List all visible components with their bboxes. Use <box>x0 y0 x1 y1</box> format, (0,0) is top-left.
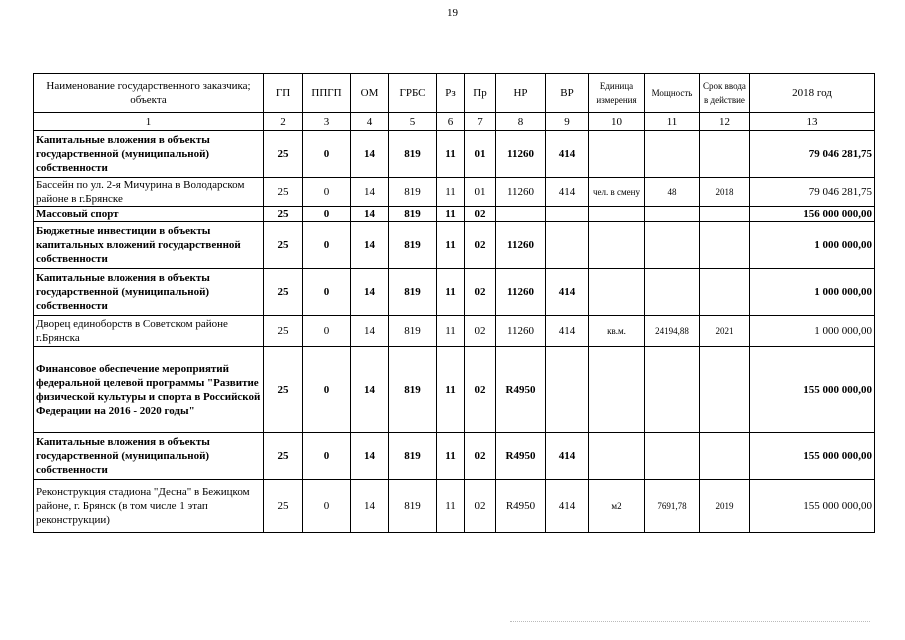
row-sum: 1 000 000,00 <box>750 269 875 316</box>
row-gp: 25 <box>264 480 303 533</box>
column-number: 6 <box>437 113 465 131</box>
row-rz: 11 <box>437 316 465 347</box>
row-nr: R4950 <box>496 433 546 480</box>
column-number: 10 <box>589 113 645 131</box>
row-term <box>700 433 750 480</box>
row-ppgp: 0 <box>303 131 351 178</box>
row-vr: 414 <box>546 433 589 480</box>
header-ppgp: ППГП <box>303 74 351 113</box>
row-capacity: 24194,88 <box>645 316 700 347</box>
column-number: 1 <box>34 113 264 131</box>
row-grbs: 819 <box>389 269 437 316</box>
table-row <box>34 178 875 207</box>
row-unit <box>589 433 645 480</box>
row-sum: 155 000 000,00 <box>750 347 875 433</box>
table-row <box>34 131 875 178</box>
row-rz: 11 <box>437 222 465 269</box>
table-row <box>34 222 875 269</box>
column-number: 13 <box>750 113 875 131</box>
row-nr: 11260 <box>496 222 546 269</box>
row-unit: чел. в смену <box>589 178 645 207</box>
row-om: 14 <box>351 178 389 207</box>
row-grbs: 819 <box>389 207 437 222</box>
row-sum: 155 000 000,00 <box>750 480 875 533</box>
column-number: 12 <box>700 113 750 131</box>
row-name: Массовый спорт <box>34 207 264 222</box>
row-name: Дворец единоборств в Советском районе г.Брянска <box>34 316 264 347</box>
row-ppgp: 0 <box>303 480 351 533</box>
row-capacity <box>645 222 700 269</box>
column-number: 9 <box>546 113 589 131</box>
column-number: 8 <box>496 113 546 131</box>
column-number: 11 <box>645 113 700 131</box>
budget-table <box>33 73 875 533</box>
header-term: Срок ввода в действие <box>700 74 750 113</box>
table-row <box>34 347 875 433</box>
row-name: Реконструкция стадиона "Десна" в Бежицком районе, г. Брянск (в том числе 1 этап реконструкции) <box>34 480 264 533</box>
column-number: 5 <box>389 113 437 131</box>
row-om: 14 <box>351 269 389 316</box>
header-grbs: ГРБС <box>389 74 437 113</box>
header-pr: Пр <box>465 74 496 113</box>
row-ppgp: 0 <box>303 207 351 222</box>
row-sum: 1 000 000,00 <box>750 316 875 347</box>
row-grbs: 819 <box>389 222 437 269</box>
column-number: 3 <box>303 113 351 131</box>
column-number: 2 <box>264 113 303 131</box>
row-om: 14 <box>351 480 389 533</box>
row-om: 14 <box>351 207 389 222</box>
row-pr: 02 <box>465 480 496 533</box>
row-vr <box>546 207 589 222</box>
column-number: 4 <box>351 113 389 131</box>
row-name: Капитальные вложения в объекты государственной (муниципальной) собственности <box>34 131 264 178</box>
row-capacity: 48 <box>645 178 700 207</box>
row-grbs: 819 <box>389 131 437 178</box>
row-name: Бассейн по ул. 2-я Мичурина в Володарском районе в г.Брянске <box>34 178 264 207</box>
row-rz: 11 <box>437 347 465 433</box>
row-rz: 11 <box>437 269 465 316</box>
row-term <box>700 347 750 433</box>
row-vr <box>546 347 589 433</box>
row-capacity: 7691,78 <box>645 480 700 533</box>
row-rz: 11 <box>437 131 465 178</box>
header-row <box>34 74 875 113</box>
row-nr: 11260 <box>496 316 546 347</box>
row-term: 2018 <box>700 178 750 207</box>
row-vr: 414 <box>546 269 589 316</box>
row-term: 2019 <box>700 480 750 533</box>
scan-artifact <box>510 621 870 622</box>
row-pr: 02 <box>465 347 496 433</box>
row-ppgp: 0 <box>303 222 351 269</box>
row-unit <box>589 131 645 178</box>
row-term <box>700 207 750 222</box>
row-pr: 02 <box>465 433 496 480</box>
row-nr: 11260 <box>496 131 546 178</box>
row-vr: 414 <box>546 131 589 178</box>
row-ppgp: 0 <box>303 347 351 433</box>
row-capacity <box>645 347 700 433</box>
row-nr: 11260 <box>496 269 546 316</box>
row-gp: 25 <box>264 131 303 178</box>
row-capacity <box>645 207 700 222</box>
row-pr: 02 <box>465 316 496 347</box>
header-vr: ВР <box>546 74 589 113</box>
row-capacity <box>645 269 700 316</box>
row-vr <box>546 222 589 269</box>
header-nr: НР <box>496 74 546 113</box>
row-ppgp: 0 <box>303 316 351 347</box>
row-om: 14 <box>351 131 389 178</box>
row-name: Финансовое обеспечение мероприятий федеральной целевой программы "Развитие физической культуры и спорта в Российской Федерации на 2016 - 2020 годы" <box>34 347 264 433</box>
row-rz: 11 <box>437 480 465 533</box>
row-sum: 79 046 281,75 <box>750 131 875 178</box>
row-capacity <box>645 433 700 480</box>
row-vr: 414 <box>546 480 589 533</box>
column-number: 7 <box>465 113 496 131</box>
row-name: Капитальные вложения в объекты государственной (муниципальной) собственности <box>34 433 264 480</box>
row-ppgp: 0 <box>303 433 351 480</box>
table-row <box>34 207 875 222</box>
row-term <box>700 222 750 269</box>
row-sum: 1 000 000,00 <box>750 222 875 269</box>
row-name: Капитальные вложения в объекты государственной (муниципальной) собственности <box>34 269 264 316</box>
table-row <box>34 480 875 533</box>
row-om: 14 <box>351 222 389 269</box>
header-year: 2018 год <box>750 74 875 113</box>
row-gp: 25 <box>264 178 303 207</box>
row-grbs: 819 <box>389 480 437 533</box>
row-pr: 01 <box>465 178 496 207</box>
row-unit <box>589 222 645 269</box>
row-unit <box>589 269 645 316</box>
header-gp: ГП <box>264 74 303 113</box>
row-term <box>700 269 750 316</box>
header-om: ОМ <box>351 74 389 113</box>
row-ppgp: 0 <box>303 178 351 207</box>
row-nr: 11260 <box>496 178 546 207</box>
table-row <box>34 433 875 480</box>
header-rz: Рз <box>437 74 465 113</box>
row-sum: 156 000 000,00 <box>750 207 875 222</box>
row-unit: кв.м. <box>589 316 645 347</box>
row-pr: 01 <box>465 131 496 178</box>
header-capacity: Мощность <box>645 74 700 113</box>
row-term: 2021 <box>700 316 750 347</box>
row-sum: 155 000 000,00 <box>750 433 875 480</box>
row-vr: 414 <box>546 316 589 347</box>
row-rz: 11 <box>437 433 465 480</box>
row-ppgp: 0 <box>303 269 351 316</box>
row-vr: 414 <box>546 178 589 207</box>
row-grbs: 819 <box>389 316 437 347</box>
row-unit: м2 <box>589 480 645 533</box>
row-nr: R4950 <box>496 480 546 533</box>
row-unit <box>589 207 645 222</box>
row-pr: 02 <box>465 269 496 316</box>
row-capacity <box>645 131 700 178</box>
row-grbs: 819 <box>389 433 437 480</box>
row-grbs: 819 <box>389 347 437 433</box>
row-pr: 02 <box>465 222 496 269</box>
header-name: Наименование государственного заказчика; объекта <box>34 74 264 113</box>
row-sum: 79 046 281,75 <box>750 178 875 207</box>
row-gp: 25 <box>264 316 303 347</box>
row-unit <box>589 347 645 433</box>
table-row <box>34 316 875 347</box>
row-gp: 25 <box>264 222 303 269</box>
row-gp: 25 <box>264 207 303 222</box>
header-unit: Единица измерения <box>589 74 645 113</box>
row-om: 14 <box>351 316 389 347</box>
row-om: 14 <box>351 433 389 480</box>
row-gp: 25 <box>264 433 303 480</box>
row-gp: 25 <box>264 269 303 316</box>
row-term <box>700 131 750 178</box>
page-number: 19 <box>447 7 458 19</box>
row-gp: 25 <box>264 347 303 433</box>
row-pr: 02 <box>465 207 496 222</box>
row-om: 14 <box>351 347 389 433</box>
row-rz: 11 <box>437 178 465 207</box>
row-nr: R4950 <box>496 347 546 433</box>
table-body <box>34 131 875 533</box>
row-grbs: 819 <box>389 178 437 207</box>
column-number-row <box>34 113 875 131</box>
row-name: Бюджетные инвестиции в объекты капитальных вложений государственной собственности <box>34 222 264 269</box>
table-row <box>34 269 875 316</box>
row-rz: 11 <box>437 207 465 222</box>
row-nr <box>496 207 546 222</box>
